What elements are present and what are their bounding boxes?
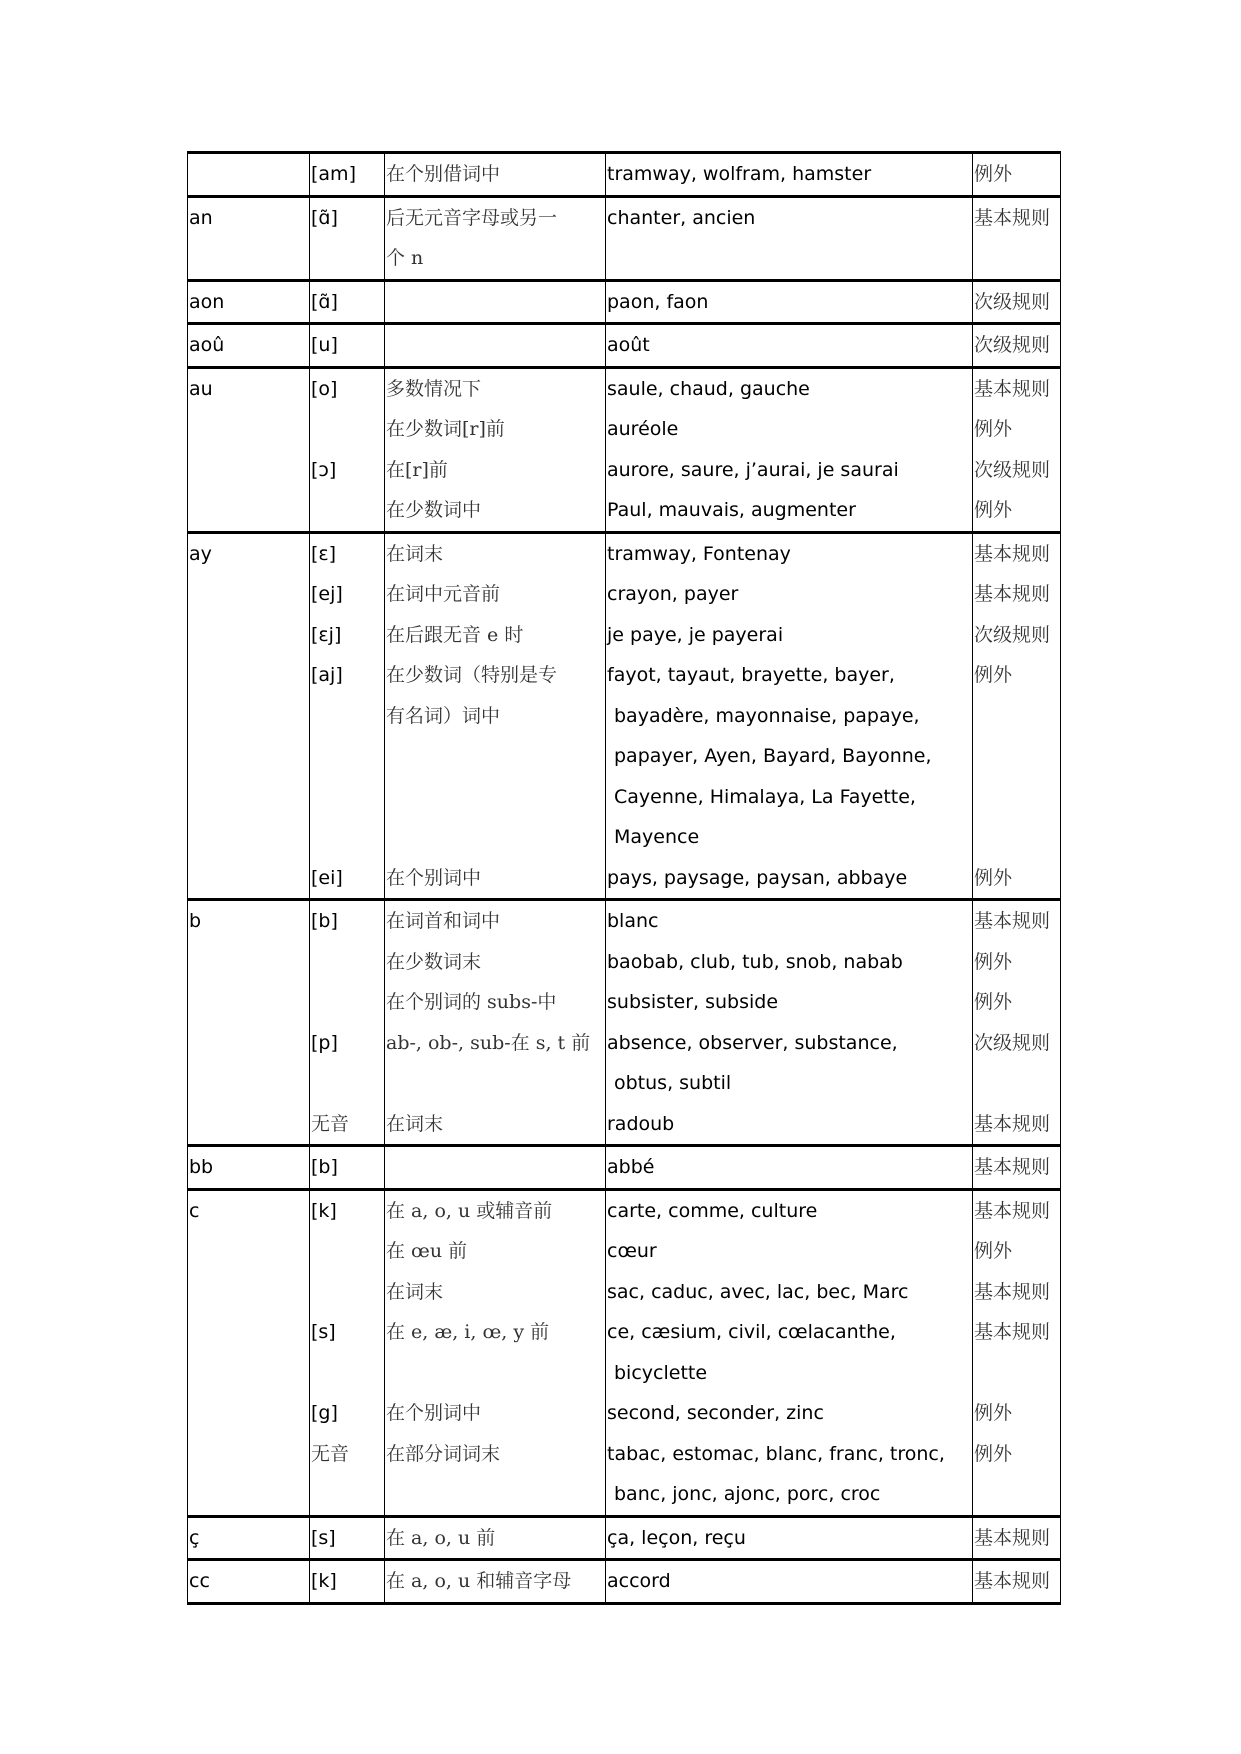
rule-type — [974, 777, 1059, 818]
rule-type-cell — [973, 153, 1061, 197]
ipa-cell — [310, 280, 385, 324]
rule-type: 例外 — [974, 1442, 1013, 1465]
condition-text — [386, 777, 604, 818]
example-words: Cayenne, Himalaya, La Fayette, — [614, 785, 916, 808]
rule-type-cell — [973, 1146, 1061, 1190]
letter-label: cc — [189, 1570, 210, 1592]
example-words: août — [607, 334, 650, 356]
letter-label: b — [189, 910, 202, 932]
example-words: paon, faon — [607, 290, 709, 313]
condition-text: 在少数词（特别是专 — [386, 664, 558, 686]
example-words: carte, comme, culture — [607, 1199, 818, 1222]
letter-label: aon — [189, 290, 225, 313]
condition-text: 在部分词词末 — [386, 1442, 501, 1465]
table-row — [188, 1516, 1061, 1560]
ipa-value — [311, 817, 383, 858]
condition-cell — [385, 1516, 606, 1560]
letter-cell — [188, 1146, 310, 1190]
ipa-value: 无音 — [311, 1112, 350, 1135]
letter-label: ay — [189, 542, 212, 565]
example-words: accord — [607, 1570, 671, 1592]
condition-text — [386, 1063, 604, 1104]
condition-text: 在少数词末 — [386, 950, 482, 973]
ipa-value — [311, 1353, 383, 1394]
condition-text: 在个别词中 — [386, 866, 482, 889]
condition-text: 在个别词中 — [386, 1402, 482, 1424]
letter-cell — [188, 153, 310, 197]
condition-text: 在词中元音前 — [386, 583, 501, 605]
ipa-value — [311, 696, 383, 737]
example-words — [607, 238, 971, 279]
examples-cell — [606, 324, 973, 368]
letter-cell — [188, 280, 310, 324]
rule-type: 基本规则 — [974, 1570, 1051, 1592]
rule-type: 次级规则 — [974, 623, 1051, 646]
table-row — [188, 1189, 1061, 1516]
letter-label: au — [189, 377, 213, 400]
rule-type — [974, 736, 1059, 777]
rule-type: 例外 — [974, 664, 1013, 686]
examples-cell — [606, 1560, 973, 1604]
ipa-value: [ɑ̃] — [311, 206, 338, 229]
examples-cell — [606, 1146, 973, 1190]
condition-text: 在词末 — [386, 542, 444, 565]
rule-type — [974, 817, 1059, 858]
letter-cell — [188, 367, 310, 532]
rule-type — [974, 696, 1059, 737]
rule-type-cell — [973, 532, 1061, 900]
letter-cell — [188, 900, 310, 1146]
ipa-cell — [310, 153, 385, 197]
rule-type-cell — [973, 280, 1061, 324]
example-words: auréole — [607, 418, 679, 440]
rule-type: 基本规则 — [974, 377, 1051, 400]
ipa-cell — [310, 367, 385, 532]
rule-type: 例外 — [974, 163, 1013, 185]
condition-cell — [385, 196, 606, 280]
table-row — [188, 324, 1061, 368]
condition-text: 后无元音字母或另一 — [386, 206, 558, 229]
condition-text: 在后跟无音 e 时 — [386, 623, 524, 646]
rule-type-cell — [973, 900, 1061, 1146]
example-words: abbé — [607, 1156, 655, 1178]
letter-cell — [188, 1516, 310, 1560]
ipa-value — [311, 982, 383, 1023]
ipa-value: [b] — [311, 910, 338, 932]
example-words: fayot, tayaut, brayette, bayer, — [607, 664, 895, 686]
rule-type-cell — [973, 1189, 1061, 1516]
condition-cell — [385, 900, 606, 1146]
condition-text: 有名词）词中 — [386, 704, 501, 727]
table-row — [188, 1146, 1061, 1190]
rule-type-cell — [973, 324, 1061, 368]
ipa-cell — [310, 196, 385, 280]
example-words: obtus, subtil — [614, 1072, 732, 1094]
example-words: bayadère, mayonnaise, papaye, — [614, 704, 920, 727]
example-words: second, seconder, zinc — [607, 1402, 824, 1424]
ipa-value — [311, 777, 383, 818]
ipa-value: [ɛj] — [311, 623, 342, 646]
rule-type: 例外 — [974, 1402, 1013, 1424]
rule-type: 次级规则 — [974, 290, 1051, 313]
ipa-value — [311, 238, 383, 279]
condition-text — [386, 1474, 604, 1515]
example-words: subsister, subside — [607, 991, 779, 1013]
condition-text — [386, 817, 604, 858]
condition-cell — [385, 1146, 606, 1190]
rule-type: 基本规则 — [974, 1112, 1051, 1135]
example-words: Mayence — [614, 826, 700, 848]
ipa-value: [k] — [311, 1570, 337, 1592]
ipa-cell — [310, 532, 385, 900]
ipa-cell — [310, 1146, 385, 1190]
pronunciation-rules-table — [187, 151, 1061, 1605]
condition-text: 在少数词[r]前 — [386, 418, 505, 440]
condition-text — [386, 282, 604, 323]
ipa-cell — [310, 324, 385, 368]
ipa-cell — [310, 1516, 385, 1560]
example-words: ce, cæsium, civil, cœlacanthe, — [607, 1321, 896, 1343]
condition-text: 在 e, æ, i, œ, y 前 — [386, 1321, 550, 1343]
rule-type: 基本规则 — [974, 1526, 1051, 1549]
example-words: bicyclette — [614, 1361, 708, 1384]
condition-text: 多数情况下 — [386, 377, 482, 400]
example-words: baobab, club, tub, snob, nabab — [607, 950, 903, 973]
rule-type: 基本规则 — [974, 206, 1051, 229]
ipa-value: [b] — [311, 1156, 338, 1178]
ipa-value — [311, 942, 383, 983]
examples-cell — [606, 280, 973, 324]
table-row — [188, 1560, 1061, 1604]
example-words: chanter, ancien — [607, 206, 756, 229]
ipa-value: [o] — [311, 377, 338, 400]
rule-type: 例外 — [974, 418, 1013, 440]
example-words: je paye, je payerai — [607, 623, 784, 646]
table-row — [188, 153, 1061, 197]
example-words: papayer, Ayen, Bayard, Bayonne, — [614, 745, 932, 767]
table-row — [188, 900, 1061, 1146]
example-words: crayon, payer — [607, 583, 739, 605]
rule-type: 基本规则 — [974, 910, 1051, 932]
condition-text: 在词首和词中 — [386, 910, 501, 932]
ipa-value — [311, 1474, 383, 1515]
rules-table-body — [188, 153, 1061, 1604]
condition-text: 在 a, o, u 前 — [386, 1526, 496, 1549]
rule-type: 次级规则 — [974, 1031, 1051, 1054]
examples-cell — [606, 532, 973, 900]
letter-label: bb — [189, 1156, 214, 1178]
condition-cell — [385, 324, 606, 368]
example-words: absence, observer, substance, — [607, 1031, 898, 1054]
rule-type: 例外 — [974, 1240, 1013, 1262]
letter-cell — [188, 1189, 310, 1516]
ipa-value: [p] — [311, 1031, 338, 1054]
rule-type: 基本规则 — [974, 583, 1051, 605]
ipa-value: [ɔ] — [311, 458, 337, 481]
examples-cell — [606, 1189, 973, 1516]
ipa-value — [311, 1231, 383, 1272]
ipa-value: [u] — [311, 334, 338, 356]
example-words: cœur — [607, 1240, 657, 1262]
rule-type: 基本规则 — [974, 1199, 1051, 1222]
example-words: tabac, estomac, blanc, franc, tronc, — [607, 1442, 945, 1465]
example-words: tramway, wolfram, hamster — [607, 163, 872, 185]
example-words: banc, jonc, ajonc, porc, croc — [614, 1483, 881, 1505]
table-row — [188, 196, 1061, 280]
ipa-value — [311, 409, 383, 450]
condition-text — [386, 1147, 604, 1188]
rule-type — [974, 1474, 1059, 1515]
rule-type: 次级规则 — [974, 334, 1051, 356]
ipa-value — [311, 1272, 383, 1313]
ipa-value: [g] — [311, 1402, 338, 1424]
rule-type: 基本规则 — [974, 1280, 1051, 1303]
ipa-value: [ei] — [311, 866, 343, 889]
letter-label: ç — [189, 1526, 200, 1549]
ipa-value: 无音 — [311, 1442, 350, 1465]
ipa-value: [ɑ̃] — [311, 290, 338, 313]
example-words: ça, leçon, reçu — [607, 1526, 746, 1549]
example-words: Paul, mauvais, augmenter — [607, 499, 856, 521]
table-row — [188, 280, 1061, 324]
condition-cell — [385, 1560, 606, 1604]
ipa-value — [311, 1063, 383, 1104]
condition-text: 在 a, o, u 或辅音前 — [386, 1199, 553, 1222]
example-words: aurore, saure, j’aurai, je saurai — [607, 458, 899, 481]
condition-text: 在 a, o, u 和辅音字母 — [386, 1570, 572, 1592]
ipa-value: [ej] — [311, 583, 343, 605]
table-row — [188, 532, 1061, 900]
ipa-value — [311, 490, 383, 531]
example-words: radoub — [607, 1112, 675, 1135]
rule-type-cell — [973, 1516, 1061, 1560]
condition-cell — [385, 532, 606, 900]
ipa-value: [aj] — [311, 664, 343, 686]
ipa-value: [ɛ] — [311, 542, 337, 565]
examples-cell — [606, 367, 973, 532]
rule-type — [974, 238, 1059, 279]
letter-label: c — [189, 1199, 200, 1222]
condition-text — [386, 736, 604, 777]
condition-cell — [385, 280, 606, 324]
letter-label — [189, 154, 308, 195]
examples-cell — [606, 153, 973, 197]
condition-text — [386, 325, 604, 366]
letter-cell — [188, 196, 310, 280]
condition-text: 在个别借词中 — [386, 163, 501, 185]
rule-type-cell — [973, 367, 1061, 532]
condition-text: 在词末 — [386, 1280, 444, 1303]
letter-cell — [188, 324, 310, 368]
ipa-value — [311, 736, 383, 777]
example-words: pays, paysage, paysan, abbaye — [607, 866, 908, 889]
example-words: blanc — [607, 910, 659, 932]
rule-type-cell — [973, 1560, 1061, 1604]
rule-type: 基本规则 — [974, 542, 1051, 565]
condition-text: 个 n — [386, 247, 424, 269]
examples-cell — [606, 900, 973, 1146]
condition-cell — [385, 1189, 606, 1516]
rule-type: 例外 — [974, 991, 1013, 1013]
ipa-value: [am] — [311, 163, 356, 185]
rule-type: 例外 — [974, 866, 1013, 889]
condition-text — [386, 1353, 604, 1394]
condition-cell — [385, 367, 606, 532]
rule-type — [974, 1353, 1059, 1394]
rule-type — [974, 1063, 1059, 1104]
condition-text: 在少数词中 — [386, 499, 482, 521]
condition-text: 在个别词的 subs-中 — [386, 991, 557, 1013]
rule-type: 次级规则 — [974, 458, 1051, 481]
condition-text: ab-, ob-, sub-在 s, t 前 — [386, 1031, 591, 1054]
ipa-value: [s] — [311, 1526, 336, 1549]
ipa-value: [k] — [311, 1199, 337, 1222]
rule-type: 基本规则 — [974, 1156, 1051, 1178]
table-row — [188, 367, 1061, 532]
letter-label: an — [189, 206, 213, 229]
ipa-value: [s] — [311, 1321, 336, 1343]
ipa-cell — [310, 1189, 385, 1516]
rule-type: 例外 — [974, 950, 1013, 973]
ipa-cell — [310, 900, 385, 1146]
example-words: sac, caduc, avec, lac, bec, Marc — [607, 1280, 909, 1303]
example-words: saule, chaud, gauche — [607, 377, 810, 400]
condition-cell — [385, 153, 606, 197]
letter-cell — [188, 1560, 310, 1604]
rule-type: 例外 — [974, 499, 1013, 521]
letter-cell — [188, 532, 310, 900]
condition-text: 在[r]前 — [386, 458, 448, 481]
rule-type-cell — [973, 196, 1061, 280]
condition-text: 在 œu 前 — [386, 1240, 468, 1262]
condition-text: 在词末 — [386, 1112, 444, 1135]
letter-label: aoû — [189, 334, 225, 356]
examples-cell — [606, 1516, 973, 1560]
examples-cell — [606, 196, 973, 280]
ipa-cell — [310, 1560, 385, 1604]
example-words: tramway, Fontenay — [607, 542, 791, 565]
rule-type: 基本规则 — [974, 1321, 1051, 1343]
